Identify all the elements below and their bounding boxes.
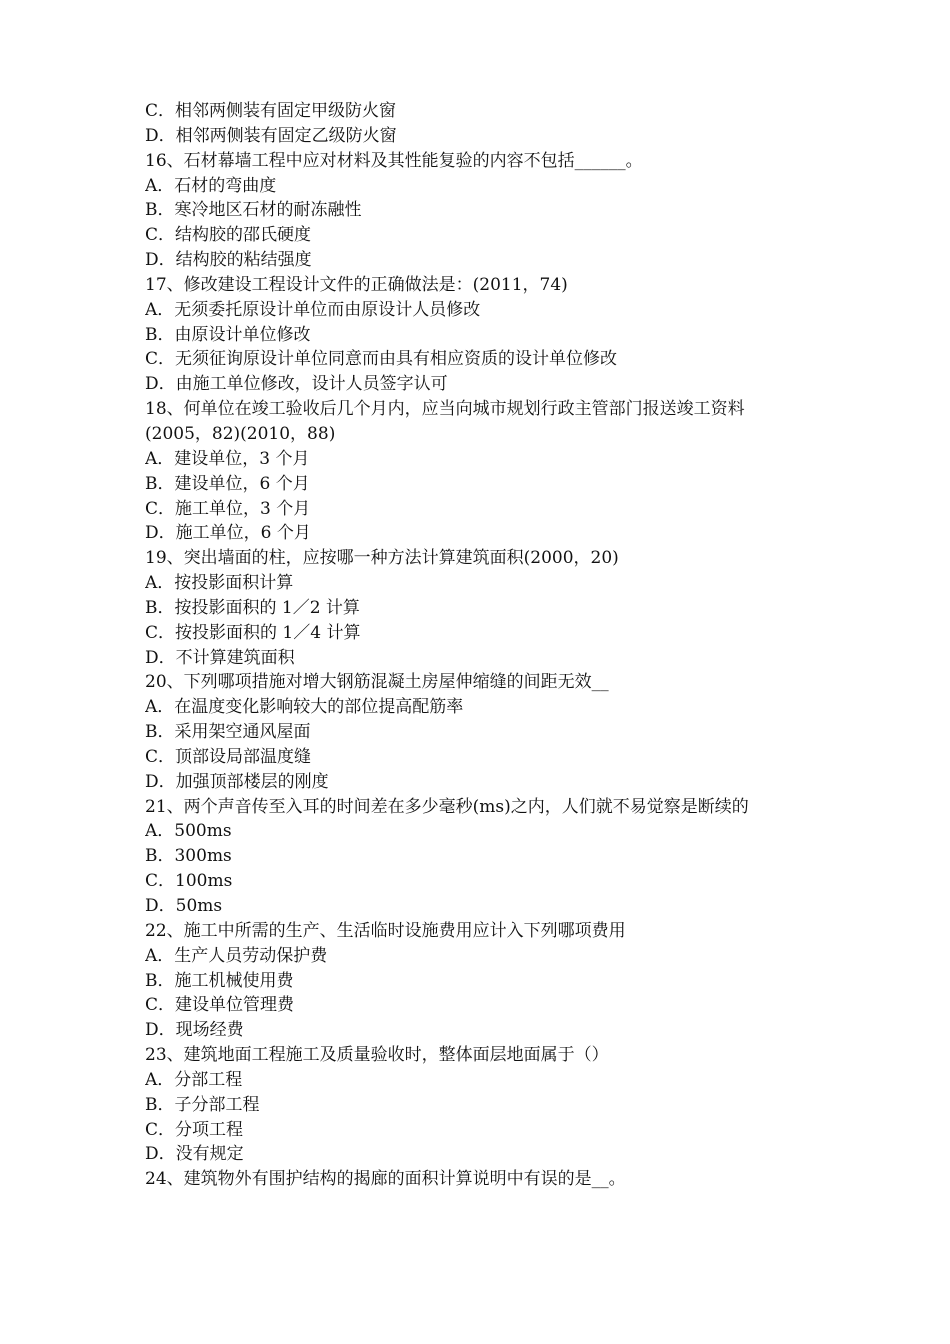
text-line: B．按投影面积的 1／2 计算 bbox=[145, 597, 360, 618]
text-line: (2005，82)(2010，88) bbox=[145, 423, 336, 444]
text-line: B．子分部工程 bbox=[145, 1094, 260, 1115]
text-line: C．按投影面积的 1／4 计算 bbox=[145, 622, 361, 643]
question-stem: 16、石材幕墙工程中应对材料及其性能复验的内容不包括______。 bbox=[145, 150, 643, 171]
text-line: C．施工单位，3 个月 bbox=[145, 498, 311, 519]
text-line: D．50ms bbox=[145, 896, 223, 916]
question-stem: 19、突出墙面的柱，应按哪一种方法计算建筑面积(2000，20) bbox=[145, 548, 619, 569]
text-line: D．没有规定 bbox=[145, 1144, 244, 1165]
text-line: A．无须委托原设计单位而由原设计人员修改 bbox=[145, 299, 481, 320]
text-line: D．不计算建筑面积 bbox=[145, 647, 295, 668]
text-line: A．按投影面积计算 bbox=[145, 573, 294, 594]
question-stem: 22、施工中所需的生产、生活临时设施费用应计入下列哪项费用 bbox=[145, 920, 626, 941]
text-line: A．生产人员劳动保护费 bbox=[145, 945, 328, 966]
text-line: A．500ms bbox=[145, 821, 232, 842]
text-line: D．施工单位，6 个月 bbox=[145, 523, 311, 544]
question-stem: 23、建筑地面工程施工及质量验收时，整体面层地面属于（） bbox=[145, 1045, 609, 1066]
text-line: B．由原设计单位修改 bbox=[145, 324, 311, 345]
text-line: A．分部工程 bbox=[145, 1069, 243, 1090]
question-stem: 18、何单位在竣工验收后几个月内，应当向城市规划行政主管部门报送竣工资料 bbox=[145, 399, 745, 420]
question-stem: 24、建筑物外有围护结构的揭廊的面积计算说明中有误的是__。 bbox=[145, 1169, 626, 1190]
text-line: D．结构胶的粘结强度 bbox=[145, 250, 312, 271]
question-stem: 17、修改建设工程设计文件的正确做法是：(2011，74) bbox=[145, 274, 568, 295]
text-line: A．石材的弯曲度 bbox=[145, 175, 277, 196]
question-text-block bbox=[145, 99, 825, 1192]
text-line: C．结构胶的邵氏硬度 bbox=[145, 225, 312, 246]
text-line: B．寒冷地区石材的耐冻融性 bbox=[145, 200, 362, 221]
text-line: C．无须征询原设计单位同意而由具有相应资质的设计单位修改 bbox=[145, 349, 618, 370]
text-line: D．加强顶部楼层的刚度 bbox=[145, 771, 329, 792]
text-line: D．由施工单位修改，设计人员签字认可 bbox=[145, 374, 448, 395]
text-line: D．相邻两侧装有固定乙级防火窗 bbox=[145, 125, 397, 146]
text-line: B．施工机械使用费 bbox=[145, 970, 294, 991]
text-line: A．在温度变化影响较大的部位提高配筋率 bbox=[145, 697, 464, 718]
text-line: C．100ms bbox=[145, 871, 233, 892]
text-line: C．相邻两侧装有固定甲级防火窗 bbox=[145, 101, 397, 121]
question-stem: 21、两个声音传至入耳的时间差在多少毫秒(ms)之内，人们就不易觉察是断续的 bbox=[145, 796, 749, 817]
text-line: C．建设单位管理费 bbox=[145, 995, 295, 1016]
text-line: A．建设单位，3 个月 bbox=[145, 448, 310, 469]
text-line: B．建设单位，6 个月 bbox=[145, 473, 310, 494]
text-line: B．采用架空通风屋面 bbox=[145, 722, 311, 743]
question-stem: 20、下列哪项措施对增大钢筋混凝土房屋伸缩缝的间距无效__ bbox=[145, 672, 609, 693]
text-line: C．顶部设局部温度缝 bbox=[145, 746, 312, 767]
text-line: C．分项工程 bbox=[145, 1119, 244, 1140]
text-line: B．300ms bbox=[145, 846, 232, 867]
text-line: D．现场经费 bbox=[145, 1020, 244, 1041]
